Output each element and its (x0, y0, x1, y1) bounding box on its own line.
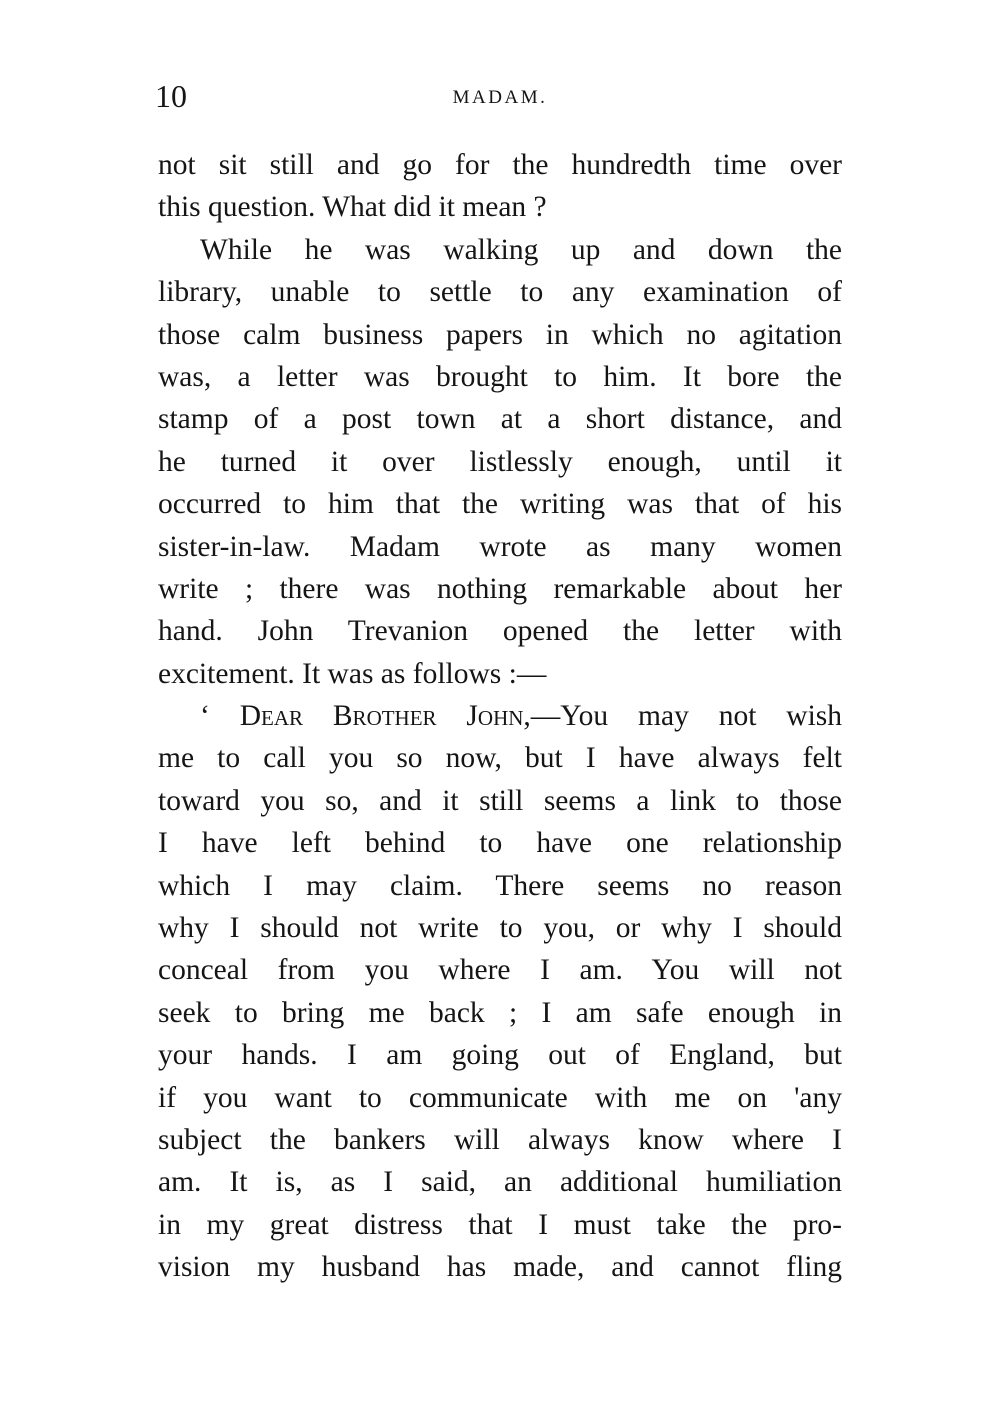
text-line: hand. John Trevanion opened the letter with (158, 615, 842, 648)
text-line: write ; there was nothing remarkable about her (158, 572, 842, 605)
text-line: not sit still and go for the hundredth time over (158, 149, 842, 181)
text-line: occurred to him that the writing was that of his (158, 488, 842, 521)
text-line: if you want to communicate with me on 'any (158, 1081, 842, 1114)
letter-opening-line (158, 695, 842, 737)
running-head (155, 76, 845, 116)
text-line: your hands. I am going out of England, but (158, 1039, 842, 1072)
text-line: vision my husband has made, and cannot fling (158, 1251, 842, 1284)
body-text (158, 144, 842, 1289)
text-line: While he was walking up and down the (200, 233, 842, 266)
text-line: which I may claim. There seems no reason (158, 869, 842, 902)
text-line: he turned it over listlessly enough, until it (158, 445, 842, 478)
text-line: library, unable to settle to any examination of (158, 276, 842, 309)
text-line: was, a letter was brought to him. It bore the (158, 360, 842, 393)
page-number: 10 (155, 78, 187, 114)
text-line: subject the bankers will always know where I (158, 1123, 842, 1156)
text-line: in my great distress that I must take the pro- (158, 1208, 842, 1241)
text-line: excitement. It was as follows :— (158, 657, 547, 690)
text-line: am. It is, as I said, an additional humiliation (158, 1166, 842, 1199)
text-line: why I should not write to you, or why I should (158, 912, 842, 945)
text-line: —You may not wish (530, 700, 842, 733)
text-line: toward you so, and it still seems a link to those (158, 784, 842, 817)
text-line: seek to bring me back ; I am safe enough in (158, 996, 842, 1029)
letter-salutation: ‘ Dear Brother John, (200, 700, 531, 733)
running-title: MADAM. (452, 87, 548, 108)
text-line: this question. What did it mean ? (158, 191, 547, 224)
text-line: stamp of a post town at a short distance, and (158, 403, 842, 436)
text-line: I have left behind to have one relationship (158, 827, 842, 860)
text-line: conceal from you where I am. You will not (158, 954, 842, 987)
text-line: me to call you so now, but I have always felt (158, 742, 842, 775)
text-line: sister-in-law. Madam wrote as many women (158, 530, 842, 563)
text-line: those calm business papers in which no agitation (158, 318, 842, 351)
